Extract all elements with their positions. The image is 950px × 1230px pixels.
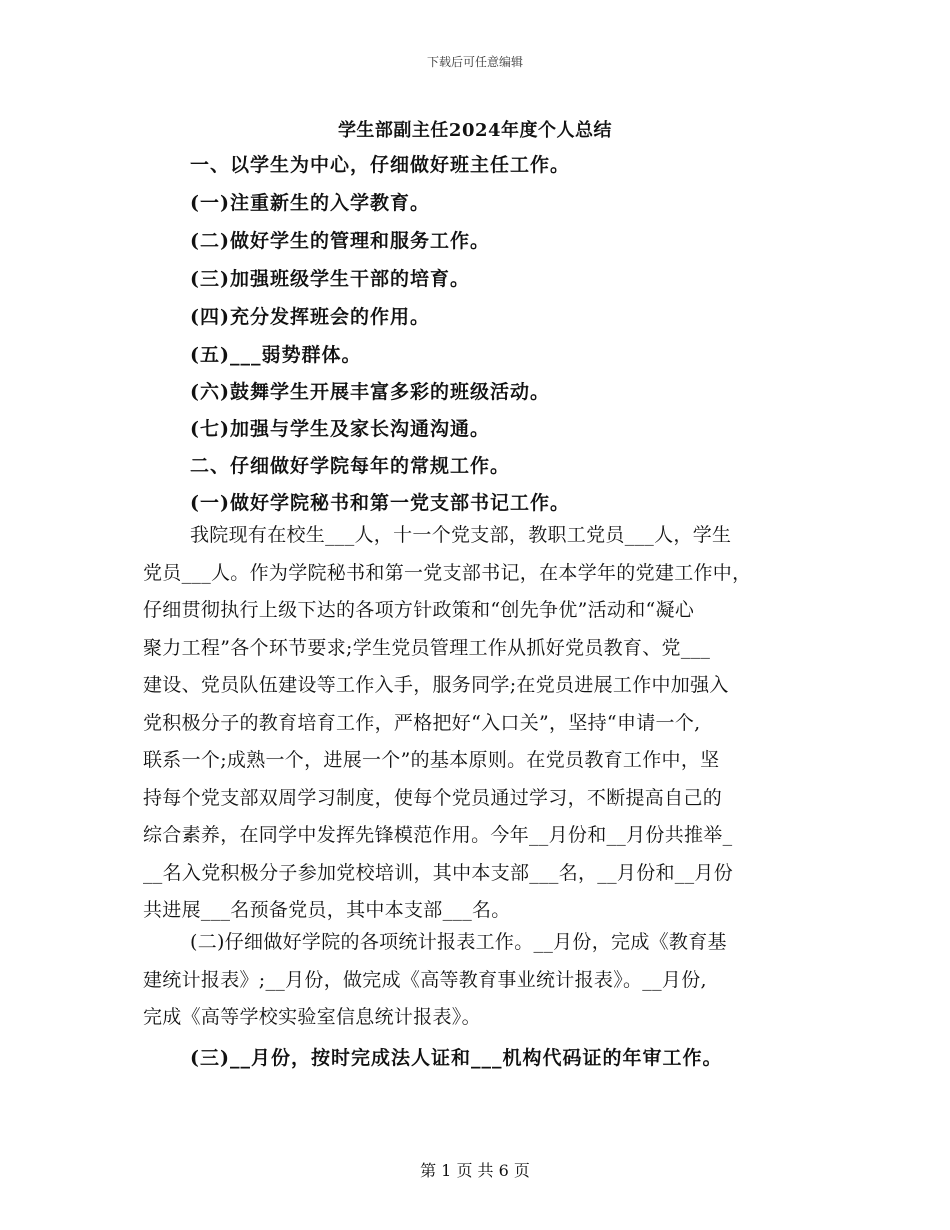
paragraph-line: 共进展___名预备党员，其中本支部___名。 bbox=[143, 899, 511, 921]
heading-item-1-6: (六)鼓舞学生开展丰富多彩的班级活动。 bbox=[190, 381, 550, 403]
body-paragraph-statistics bbox=[143, 924, 813, 1037]
document-title: 学生部副主任2024年度个人总结 bbox=[337, 120, 613, 141]
heading-item-1-1: (一)注重新生的入学教育。 bbox=[190, 192, 430, 214]
heading-item-2-3: (三)__月份，按时完成法人证和___机构代码证的年审工作。 bbox=[190, 1047, 723, 1069]
paragraph-line: 建统计报表》;__月份，做完成《高等教育事业统计报表》。__月份, bbox=[143, 968, 707, 991]
body-paragraph-party-work bbox=[143, 517, 813, 930]
paragraph-line: 聚力工程”各个环节要求;学生党员管理工作从抓好党员教育、党___ bbox=[143, 636, 711, 659]
heading-item-1-2: (二)做好学生的管理和服务工作。 bbox=[190, 230, 490, 252]
heading-item-2-1: (一)做好学院秘书和第一党支部书记工作。 bbox=[190, 492, 570, 514]
heading-item-1-7: (七)加强与学生及家长沟通沟通。 bbox=[190, 418, 490, 440]
paragraph-line: __名入党积极分子参加党校培训，其中本支部___名，__月份和__月份 bbox=[143, 861, 734, 884]
page-header-note: 下载后可任意编辑 bbox=[426, 55, 523, 69]
paragraph-line: 党员___人。作为学院秘书和第一党支部书记，在本学年的党建工作中， bbox=[143, 561, 752, 584]
paragraph-line: 持每个党支部双周学习制度，使每个党员通过学习，不断提高自己的 bbox=[143, 786, 723, 809]
paragraph-line: 我院现有在校生___人，十一个党支部，教职工党员___人，学生 bbox=[190, 524, 732, 546]
paragraph-line: 仔细贯彻执行上级下达的各项方针政策和“创先争优”活动和“凝心 bbox=[143, 599, 695, 621]
heading-item-1-4: (四)充分发挥班会的作用。 bbox=[190, 306, 430, 328]
heading-section-1: 一、以学生为中心，仔细做好班主任工作。 bbox=[190, 154, 571, 176]
heading-item-1-3: (三)加强班级学生干部的培育。 bbox=[190, 268, 470, 290]
paragraph-line: 综合素养，在同学中发挥先锋模范作用。今年__月份和__月份共推举_ bbox=[143, 824, 733, 846]
paragraph-line: 完成《高等学校实验室信息统计报表》。 bbox=[143, 1006, 481, 1028]
paragraph-line: 党积极分子的教育培育工作，严格把好“入口关”，坚持“申请一个, bbox=[143, 711, 701, 734]
page-footer: 第 1 页 共 6 页 bbox=[420, 1161, 530, 1180]
paragraph-line: 建设、党员队伍建设等工作入手，服务同学;在党员进展工作中加强入 bbox=[143, 674, 729, 696]
heading-item-1-5: (五)___弱势群体。 bbox=[190, 344, 362, 366]
paragraph-line: (二)仔细做好学院的各项统计报表工作。__月份，完成《教育基 bbox=[190, 931, 727, 953]
heading-section-2: 二、仔细做好学院每年的常规工作。 bbox=[190, 455, 511, 477]
paragraph-line: 联系一个;成熟一个，进展一个”的基本原则。在党员教育工作中，坚 bbox=[143, 749, 720, 771]
